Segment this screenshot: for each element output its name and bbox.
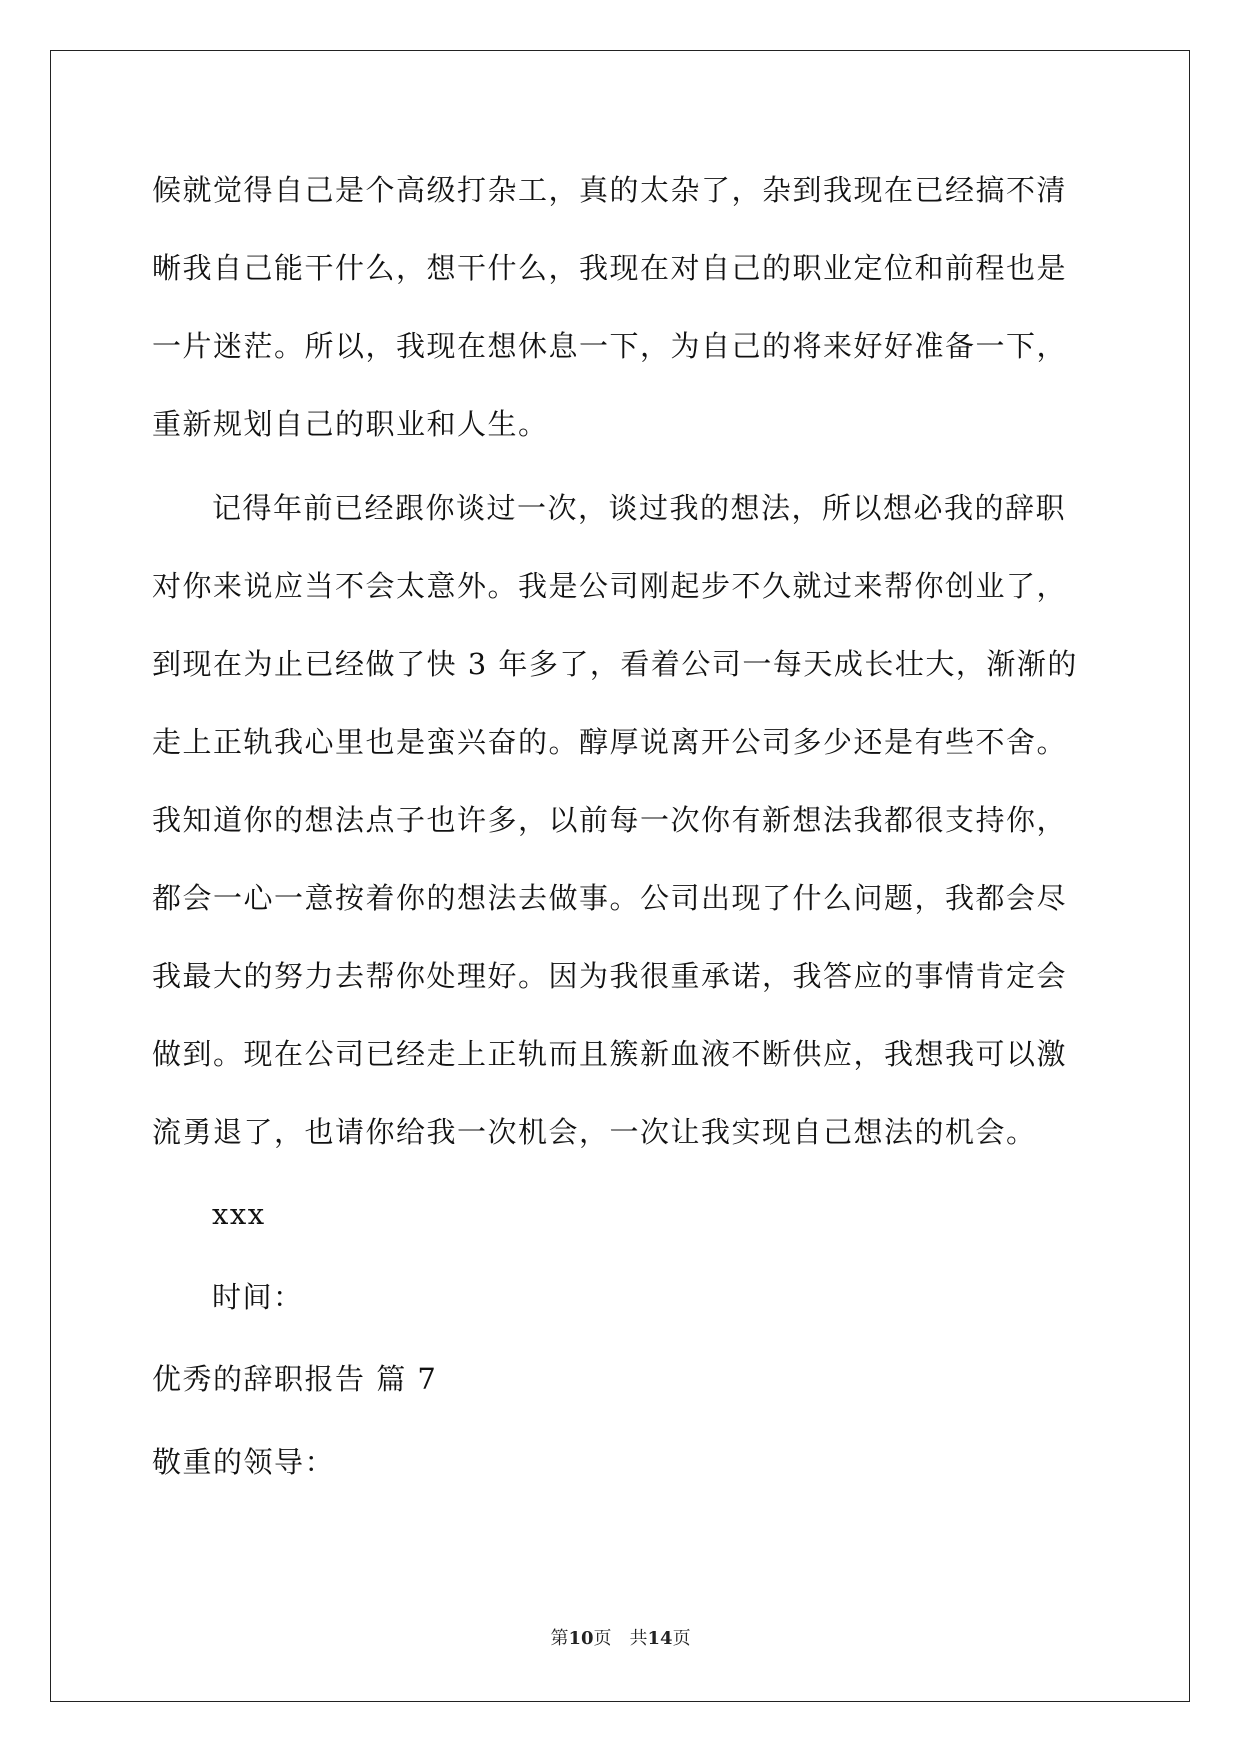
text-line: 记得年前已经跟你谈过一次，谈过我的想法，所以想必我的辞职	[212, 491, 1067, 525]
text-line: 我知道你的想法点子也许多，以前每一次你有新想法我都很支持你，	[152, 803, 1068, 837]
text-line: 一片迷茫。所以，我现在想休息一下，为自己的将来好好准备一下，	[152, 329, 1068, 363]
signature: xxx	[212, 1197, 266, 1231]
time-label: 时间：	[212, 1280, 304, 1314]
footer-prefix: 第	[550, 1628, 569, 1649]
text-line: 重新规划自己的职业和人生。	[152, 407, 549, 441]
text-line: 走上正轨我心里也是蛮兴奋的。醇厚说离开公司多少还是有些不舍。	[152, 725, 1068, 759]
footer-mid: 页 共	[593, 1628, 648, 1649]
footer-suffix: 页	[672, 1628, 691, 1649]
text-line: 候就觉得自己是个高级打杂工，真的太杂了，杂到我现在已经搞不清	[152, 173, 1068, 207]
salutation: 敬重的领导：	[152, 1445, 336, 1479]
text-line: 做到。现在公司已经走上正轨而且簇新血液不断供应，我想我可以激	[152, 1037, 1068, 1071]
text-line: 对你来说应当不会太意外。我是公司刚起步不久就过来帮你创业了，	[152, 569, 1068, 603]
page-number-footer	[0, 1624, 1241, 1650]
current-page-number: 10	[568, 1628, 594, 1649]
text-line: 都会一心一意按着你的想法去做事。公司出现了什么问题，我都会尽	[152, 881, 1068, 915]
total-pages-number: 14	[647, 1628, 673, 1649]
text-line: 晰我自己能干什么，想干什么，我现在对自己的职业定位和前程也是	[152, 251, 1068, 285]
section-heading: 优秀的辞职报告 篇 7	[152, 1362, 438, 1396]
text-line: 到现在为止已经做了快 3 年多了，看着公司一每天成长壮大，渐渐的	[152, 647, 1078, 681]
text-line: 流勇退了，也请你给我一次机会，一次让我实现自己想法的机会。	[152, 1115, 1037, 1149]
text-line: 我最大的努力去帮你处理好。因为我很重承诺，我答应的事情肯定会	[152, 959, 1068, 993]
